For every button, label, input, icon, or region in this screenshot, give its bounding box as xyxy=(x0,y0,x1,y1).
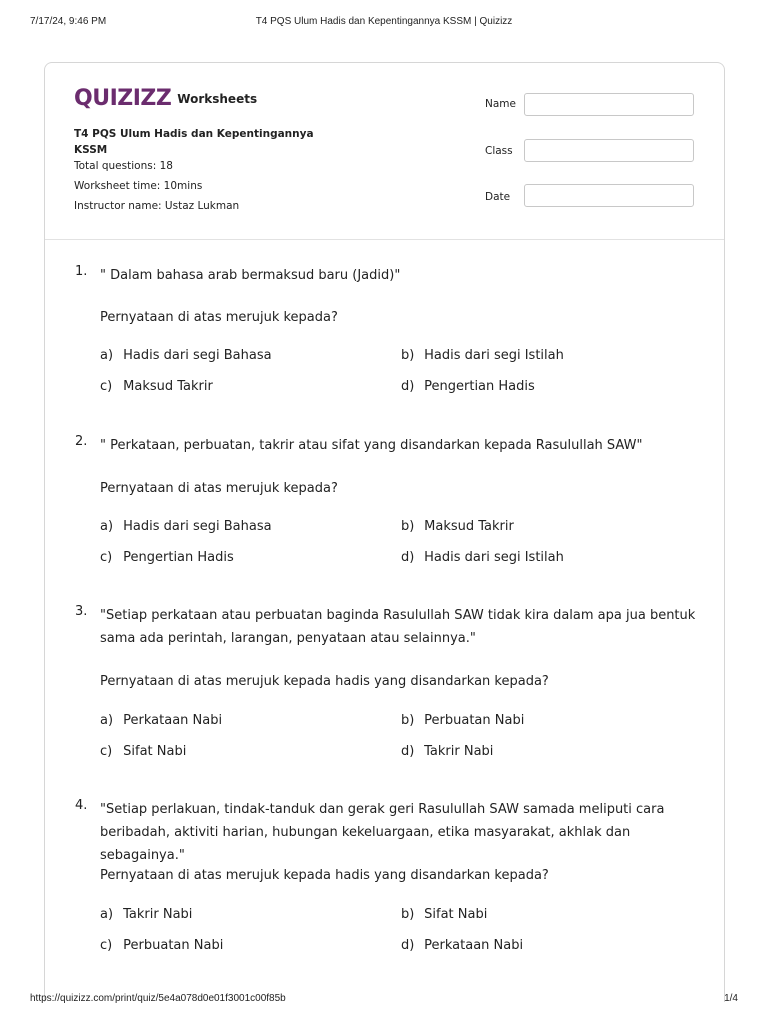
question-3 xyxy=(75,604,715,769)
date-field[interactable] xyxy=(524,184,694,207)
option-d: d) Hadis dari segi Istilah xyxy=(401,550,564,565)
print-page-title: T4 PQS Ulum Hadis dan Kepentingannya KSSM | Quizizz xyxy=(255,16,513,27)
option-b: b) Maksud Takrir xyxy=(401,519,514,534)
instructor-name: Instructor name: Ustaz Lukman xyxy=(74,200,240,212)
question-number: 3. xyxy=(75,604,88,619)
option-c: c) Perbuatan Nabi xyxy=(100,938,224,953)
question-prompt: Pernyataan di atas merujuk kepada hadis yang disandarkan kepada? xyxy=(100,674,549,689)
name-label: Name xyxy=(485,98,516,110)
total-questions: Total questions: 18 xyxy=(74,160,173,172)
option-d: d) Pengertian Hadis xyxy=(401,379,535,394)
logo-wordmark: QUIZIZZ xyxy=(74,85,172,111)
print-footer xyxy=(0,993,768,1007)
option-a: a) Perkataan Nabi xyxy=(100,713,223,728)
question-prompt: Pernyataan di atas merujuk kepada? xyxy=(100,481,338,496)
logo-subtitle: Worksheets xyxy=(177,92,258,106)
question-text: " Dalam bahasa arab bermaksud baru (Jadid)" xyxy=(100,268,401,283)
question-text: "Setiap perlakuan, tindak-tanduk dan gerak geri Rasulullah SAW samada meliputi cara beribadah, aktiviti harian, hubungan kekeluargaan, etika masyarakat, akhlak dan sebagainya." xyxy=(100,802,665,863)
class-field[interactable] xyxy=(524,139,694,162)
question-number: 2. xyxy=(75,434,88,449)
option-d: d) Perkataan Nabi xyxy=(401,938,524,953)
question-text: "Setiap perkataan atau perbuatan baginda Rasulullah SAW tidak kira dalam apa jua bentuk sama ada perintah, larangan, penyataan atau selainnya." xyxy=(100,608,696,646)
name-field[interactable] xyxy=(524,93,694,116)
question-2 xyxy=(75,434,715,574)
print-header xyxy=(0,16,768,30)
worksheet-time: Worksheet time: 10mins xyxy=(74,180,203,192)
option-a: a) Hadis dari segi Bahasa xyxy=(100,348,272,363)
question-text: " Perkataan, perbuatan, takrir atau sifat yang disandarkan kepada Rasulullah SAW" xyxy=(100,438,643,453)
question-prompt: Pernyataan di atas merujuk kepada? xyxy=(100,310,338,325)
quizizz-logo xyxy=(74,84,257,112)
class-label: Class xyxy=(485,145,513,157)
question-4 xyxy=(75,798,715,963)
option-b: b) Hadis dari segi Istilah xyxy=(401,348,564,363)
question-1 xyxy=(75,264,715,404)
option-c: c) Sifat Nabi xyxy=(100,744,187,759)
option-c: c) Maksud Takrir xyxy=(100,379,213,394)
question-number: 1. xyxy=(75,264,88,279)
option-c: c) Pengertian Hadis xyxy=(100,550,234,565)
worksheet xyxy=(44,62,725,1002)
option-b: b) Sifat Nabi xyxy=(401,907,488,922)
question-prompt: Pernyataan di atas merujuk kepada hadis yang disandarkan kepada? xyxy=(100,868,549,883)
page-number: 1/4 xyxy=(724,993,738,1004)
option-d: d) Takrir Nabi xyxy=(401,744,494,759)
option-a: a) Hadis dari segi Bahasa xyxy=(100,519,272,534)
option-a: a) Takrir Nabi xyxy=(100,907,193,922)
question-number: 4. xyxy=(75,798,88,813)
date-label: Date xyxy=(485,191,511,203)
print-url: https://quizizz.com/print/quiz/5e4a078d0e01f3001c00f85b xyxy=(30,993,286,1004)
option-b: b) Perbuatan Nabi xyxy=(401,713,525,728)
print-datetime: 7/17/24, 9:46 PM xyxy=(30,16,107,27)
worksheet-header xyxy=(45,63,724,240)
quiz-title: T4 PQS Ulum Hadis dan Kepentingannya KSSM xyxy=(74,128,314,156)
